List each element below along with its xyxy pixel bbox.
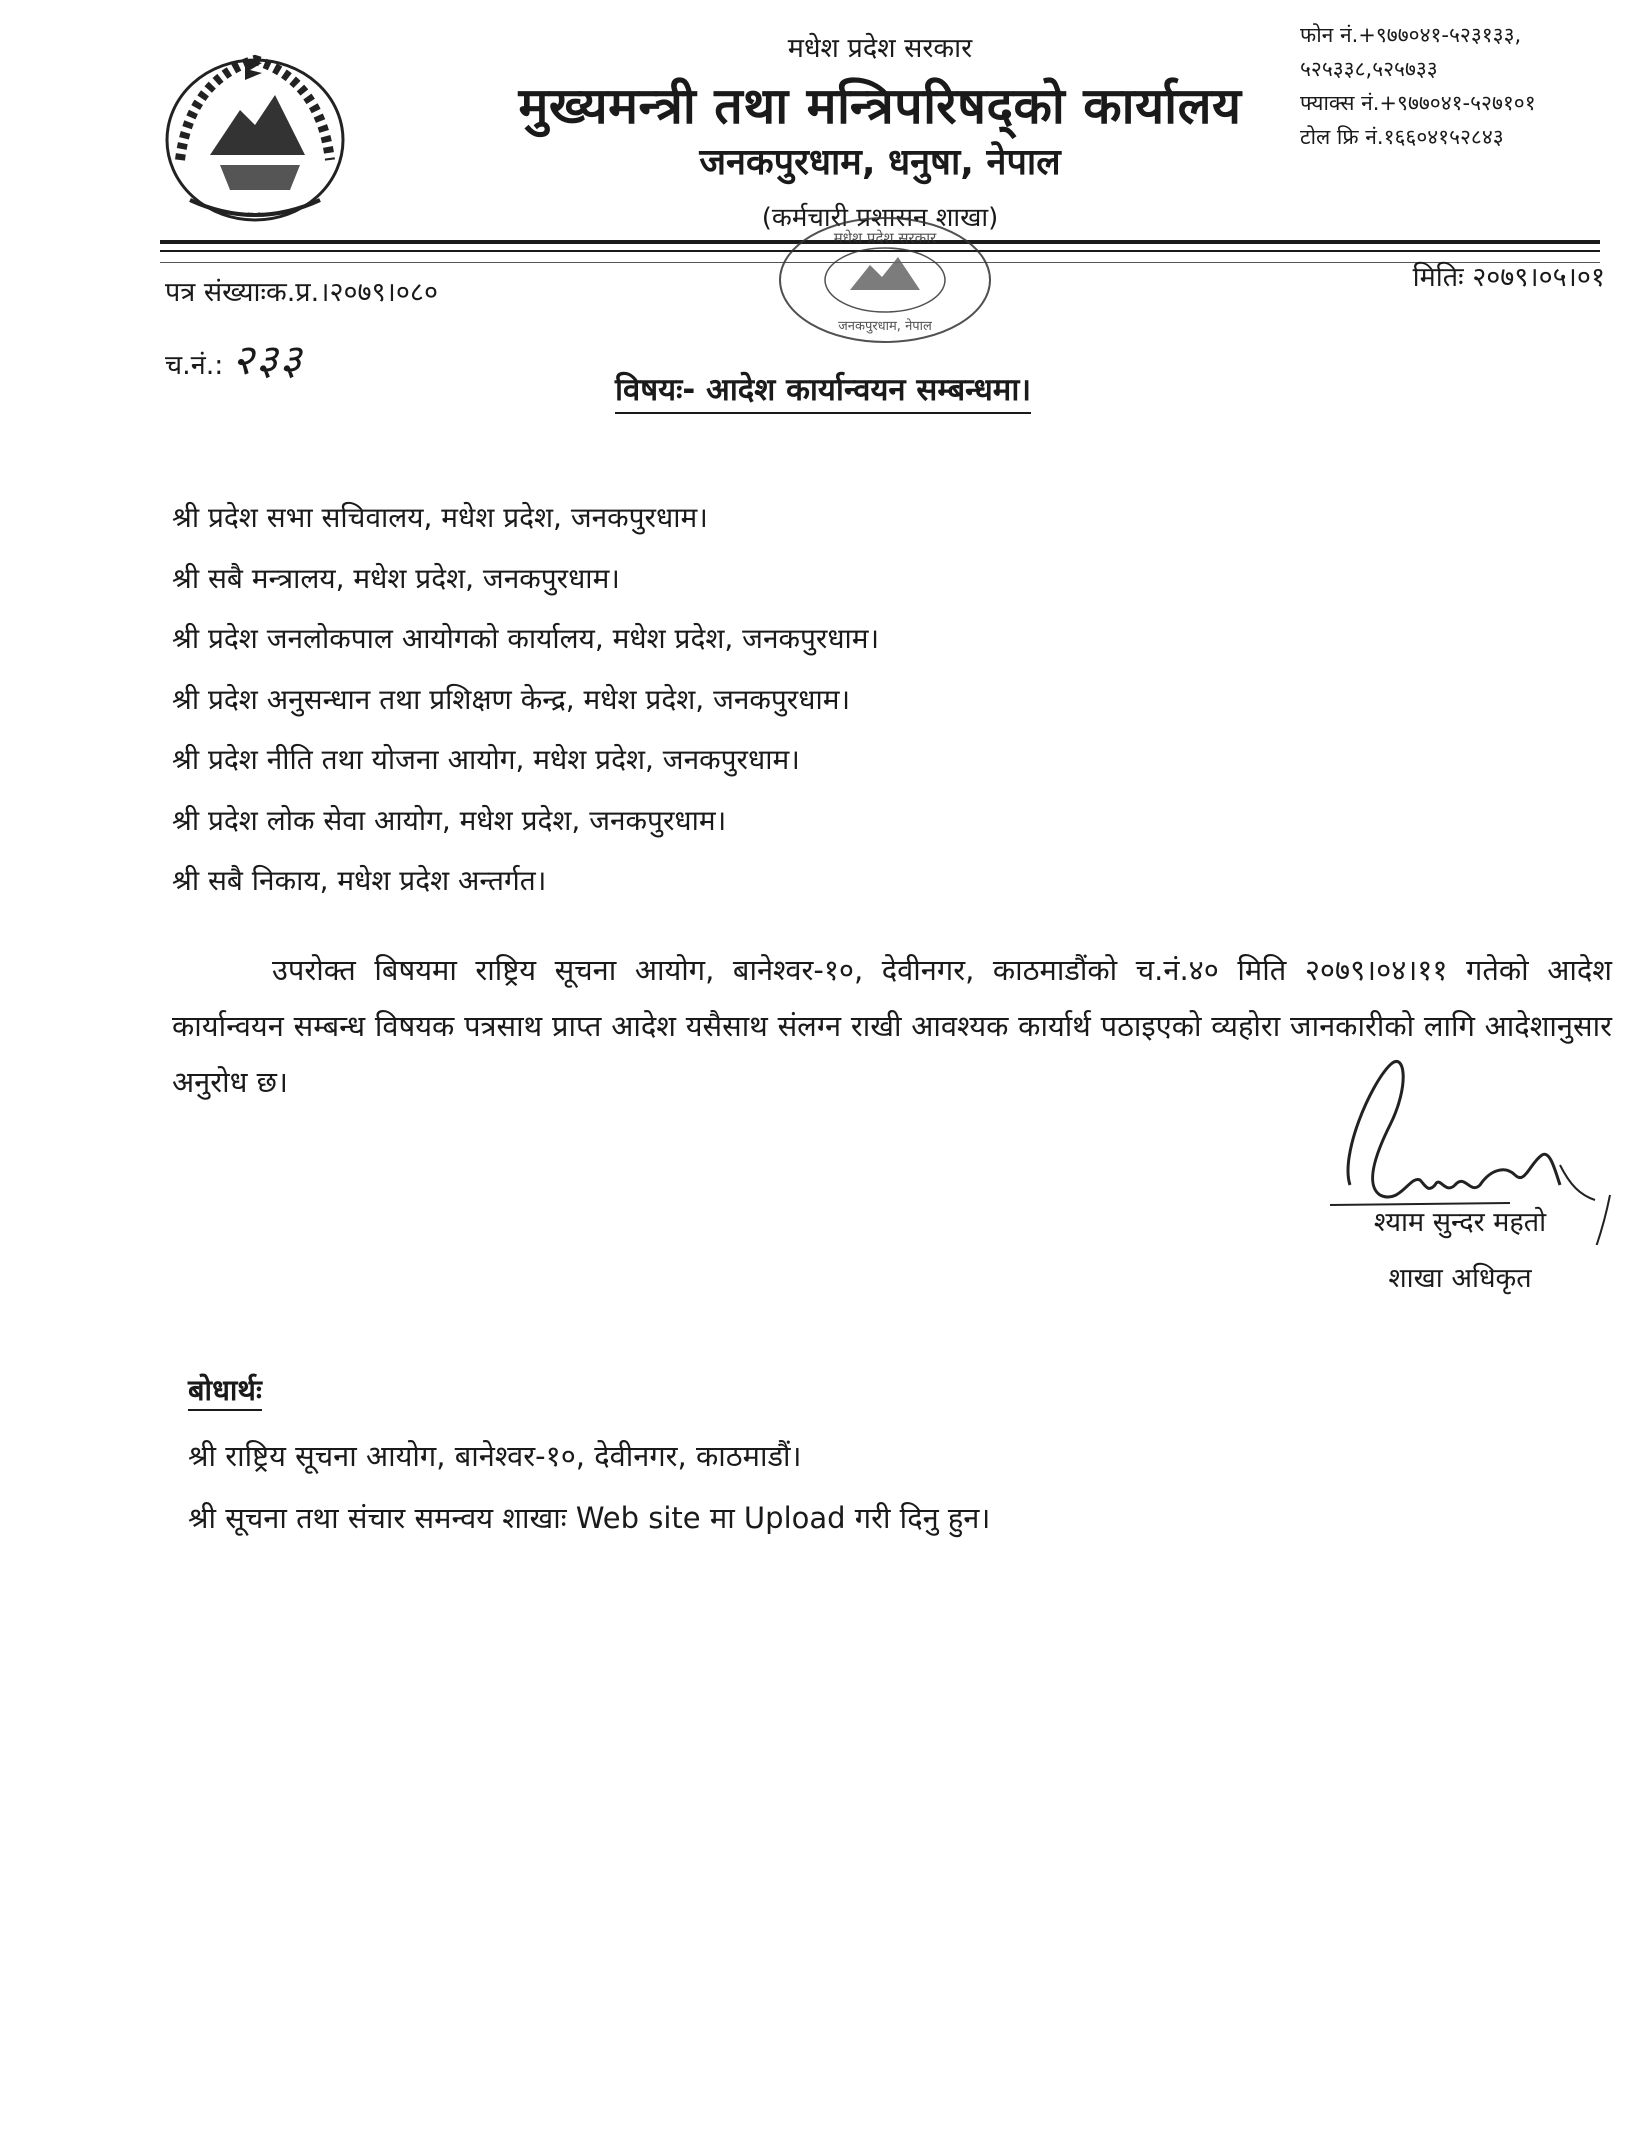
section-name: (कर्मचारी प्रशासन शाखा) [761,203,999,233]
phone-line-2: ५२५३३८,५२५७३३ [1300,57,1438,81]
signatory-block [1340,1195,1580,1307]
recipient-item: श्री प्रदेश सभा सचिवालय, मधेश प्रदेश, जनकपुरधाम। [172,501,708,534]
cc-item: श्री सूचना तथा संचार समन्वय शाखाः Web site मा Upload गरी दिनु हुन। [188,1501,991,1535]
recipient-item: श्री सबै निकाय, मधेश प्रदेश अन्तर्गत। [172,864,547,897]
fax-line: फ्याक्स नं.+९७७०४१-५२७१०१ [1300,91,1536,115]
office-title: मुख्यमन्त्री तथा मन्त्रिपरिषद्को कार्यालय [518,77,1242,135]
recipient-item: श्री प्रदेश लोक सेवा आयोग, मधेश प्रदेश, जनकपुरधाम। [172,803,727,837]
stamp-text-bottom: जनकपुरधाम, नेपाल [838,319,932,334]
letter-subject: विषयः- आदेश कार्यान्वयन सम्बन्धमा। [615,368,1031,414]
recipient-list [172,488,879,912]
cc-heading: बोधार्थः [188,1370,262,1411]
contact-block [1300,18,1640,154]
office-stamp-icon [770,205,1000,355]
cc-item: श्री राष्ट्रिय सूचना आयोग, बानेश्वर-१०, देवीनगर, काठमाडौं। [188,1439,802,1473]
svg-text:~ ~ ~ ~ ~ ~: ~ ~ ~ ~ ~ ~ [225,209,285,219]
recipient-item: श्री प्रदेश जनलोकपाल आयोगको कार्यालय, मधेश प्रदेश, जनकपुरधाम। [172,622,880,655]
dispatch-label: च.नं.: [165,350,224,381]
nepal-emblem-icon [150,40,360,230]
stamp-text-top: मधेश प्रदेश सरकार [833,229,937,247]
recipient-item: श्री प्रदेश अनुसन्धान तथा प्रशिक्षण केन्द्र, मधेश प्रदेश, जनकपुरधाम। [172,682,851,716]
tollfree-line: टोल फ्रि नं.१६६०४१५२८४३ [1300,125,1504,149]
reference-number: पत्र संख्याःक.प्र.।२०७९।०८० [165,277,438,308]
dispatch-number-value: २३३ [232,335,304,384]
signatory-name: श्याम सुन्दर महतो [1373,1207,1547,1238]
dispatch-number [165,330,304,387]
recipient-item: श्री सबै मन्त्रालय, मधेश प्रदेश, जनकपुरधाम। [172,561,620,595]
recipient-item: श्री प्रदेश नीति तथा योजना आयोग, मधेश प्रदेश, जनकपुरधाम। [172,743,800,776]
letter-body-text: उपरोक्त बिषयमा राष्ट्रिय सूचना आयोग, बानेश्वर-१०, देवीनगर, काठमाडौंको च.नं.४० मिति २०७९।०४।११ गतेको आदेश कार्यान्वयन सम्बन्ध विषयक पत्रसाथ प्राप्त आदेश यसैसाथ संलग्न राखी आवश्यक कार्यार्थ पठाइएको व्यहोरा जानकारीको लागि आदेशानुसार अनुरोध छ। [172,953,1612,1099]
government-name: मधेश प्रदेश सरकार [787,33,973,64]
office-address: जनकपुरधाम, धनुषा, नेपाल [699,142,1061,183]
signatory-title: शाखा अधिकृत [1388,1263,1532,1294]
cc-list [188,1425,990,1549]
phone-line-1: फोन नं.+९७७०४१-५२३१३३, [1300,23,1522,47]
letter-date: मितिः २०७९।०५।०१ [1412,262,1605,293]
